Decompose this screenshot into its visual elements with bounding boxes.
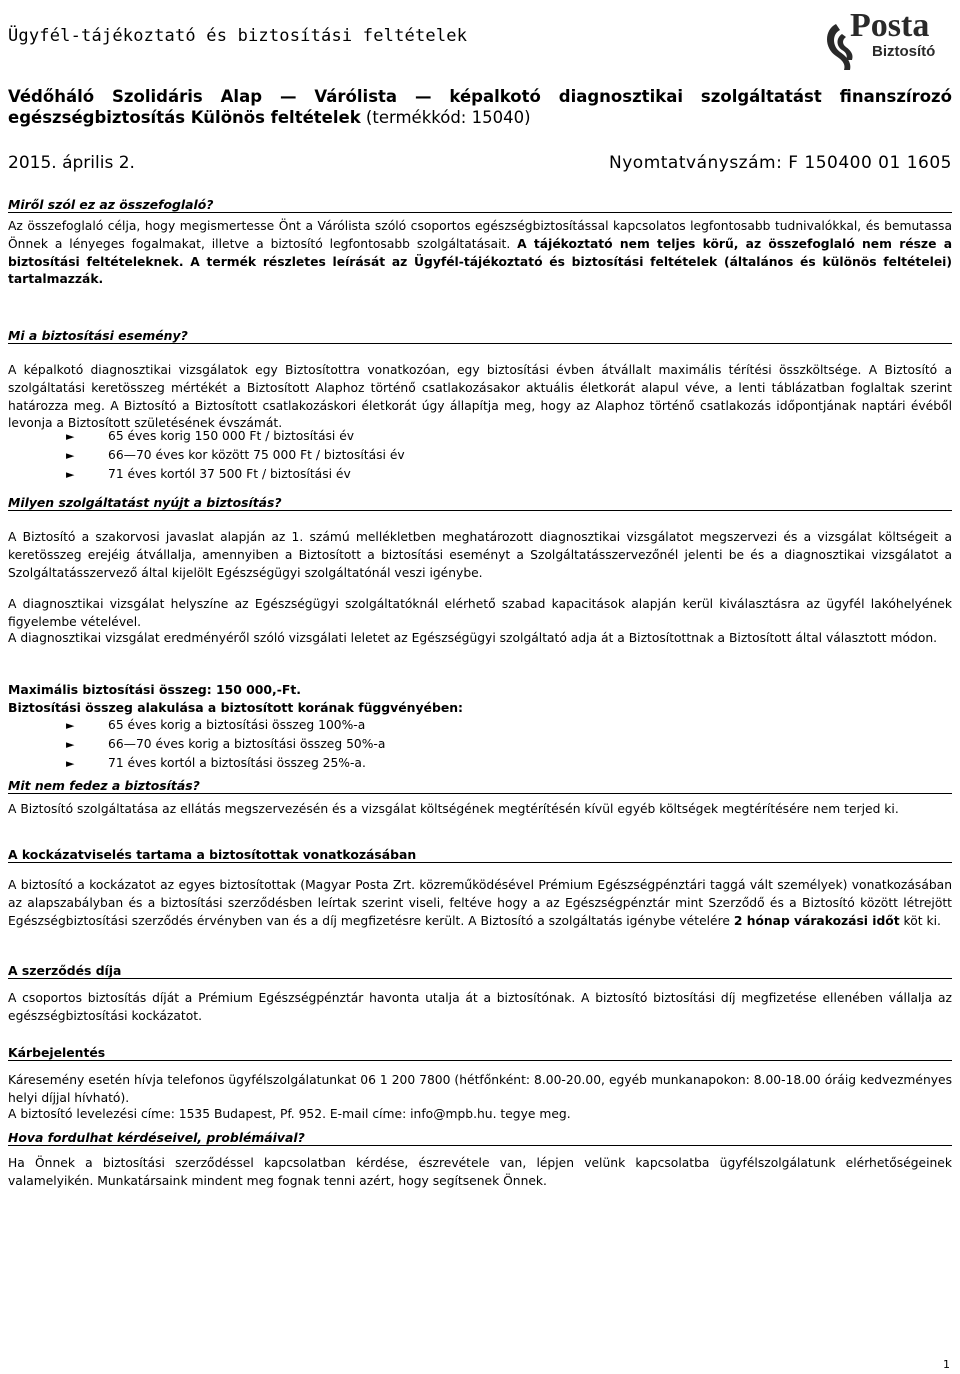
heading-claims: Kárbejelentés: [8, 1045, 952, 1061]
summary-paragraph: [8, 218, 952, 289]
heading-premium: A szerződés díja: [8, 963, 952, 979]
sum-by-age-heading: Biztosítási összeg alakulása a biztosított korának függvényében:: [8, 700, 463, 715]
services-text-3: A diagnosztikai vizsgálat eredményéről szóló vizsgálati leletet az Egészségügyi szolgáltató adja át a Biztosítottnak a Biztosított által választott módon.: [8, 631, 938, 645]
form-number: Nyomtatványszám: F 150400 01 1605: [609, 153, 952, 173]
heading-services: Milyen szolgáltatást nyújt a biztosítás?: [8, 495, 952, 511]
insured-event-text: A képalkotó diagnosztikai vizsgálatok egy Biztosítottra vonatkozóan, egy biztosítási évben átvállalt maximális térítési összköltsége. A Biztosító a szolgáltatási keretösszeg mértékét a Biztosított Alaphoz történő csatlakozásakor aktuális életkorát alapul véve, a lenti táblázatban foglaltak szerint határozza meg. A Biztosító a Biztosított csatlakozáskori életkorát úgy állapítja meg, hogy az Alaphoz történő csatlakozás időpontjának naptári évéből levonja a Biztosított születésének évszámát.: [8, 363, 952, 431]
claims-text-2: A biztosító levelezési címe: 1535 Budapest, Pf. 952. E-mail címe: info@mpb.hu. tegye meg.: [8, 1107, 571, 1121]
summary-notice: A tájékoztató nem teljes körű, az összefoglaló nem része a biztosítási feltételeknek. A termék részletes leírását az Ügyfél-tájékoztató és biztosítási feltételek (általános és különös feltételei) tartalmazzák.: [8, 236, 952, 287]
product-name: Védőháló Szolidáris Alap — Várólista — képalkotó diagnosztikai szolgáltatást finanszírozó egészségbiztosítás Különös feltételek: [8, 87, 952, 127]
document-title: Ügyfél-tájékoztató és biztosítási feltételek: [8, 26, 468, 46]
product-subtitle: [8, 86, 952, 128]
list-item: ► 66—70 éves korig a biztosítási összeg 50%-a: [66, 735, 385, 754]
max-sum-insured: Maximális biztosítási összeg: 150 000,-Ft.: [8, 682, 301, 697]
bullet-icon: ►: [66, 449, 75, 462]
summary-text: Az összefoglaló célja, hogy megismertesse Önt a Várólista szóló csoportos egészségbiztosítással kapcsolatos legfontosabb tudnivalókkal, és bemutassa Önnek a lényeges fogalmakat, illetve a biztosító legfontosabb szolgáltatásait.: [8, 219, 952, 251]
list-item: ► 65 éves korig a biztosítási összeg 100%-a: [66, 716, 385, 735]
list-item: ► 65 éves korig 150 000 Ft / biztosítási év: [66, 427, 405, 446]
list-item: ► 66—70 éves kor között 75 000 Ft / biztosítási év: [66, 446, 405, 465]
heading-summary: Miről szól ez az összefoglaló?: [8, 197, 952, 213]
list-item: ► 71 éves kortól a biztosítási összeg 25%-a.: [66, 754, 385, 773]
bullet-icon: ►: [66, 757, 75, 770]
bullet-icon: ►: [66, 430, 75, 443]
posthorn-logo-icon: [822, 4, 954, 70]
heading-exclusions: Mit nem fedez a biztosítás?: [8, 778, 952, 794]
heading-insured-event: Mi a biztosítási esemény?: [8, 328, 952, 344]
product-code: (termékkód: 15040): [360, 108, 531, 127]
premium-text: A csoportos biztosítás díját a Prémium Egészségpénztár havonta utalja át a biztosítónak. A biztosító biztosítási díj megfizetése ellenében vállalja az egészségbiztosítási kockázatot.: [8, 991, 952, 1023]
page-number: 1: [943, 1358, 950, 1371]
logo-bottom-text: Biztosító: [872, 43, 936, 60]
risk-period-text: A biztosító a kockázatot az egyes biztosítottak (Magyar Posta Zrt. közreműködésével Prémium Egészségpénztári taggá vált személyek) vonatkozásában az alapszabályban és a biztosítási szerződésben leírtak szerint viseli, feltéve hogy a az Egészségpénztár mint Szerződő és a Biztosító között létrejött Egészségbiztosítási szerződés érvényben van és a díj megfizetésre került. A Biztosító a szolgáltatás igénybe vételére 2 hónap várakozási időt köt ki.: [8, 878, 952, 928]
bullet-icon: ►: [66, 468, 75, 481]
claims-text-1: Káresemény esetén hívja telefonos ügyfélszolgálatunkat 06 1 200 7800 (hétfőnként: 8.00-20.00, egyéb munkanapokon: 8.00-18.00 óráig kedvezményes helyi díjjal hívható).: [8, 1073, 952, 1105]
bullet-icon: ►: [66, 719, 75, 732]
exclusions-text: A Biztosító szolgáltatása az ellátás megszervezésén és a vizsgálat költségének megtérítésén kívül egyéb költségek megtérítésére nem terjed ki.: [8, 802, 899, 816]
waiting-period: 2 hónap várakozási időt: [733, 913, 900, 928]
services-text-1: A Biztosító a szakorvosi javaslat alapján az 1. számú mellékletben meghatározott diagnosztikai vizsgálatot megszervezi és a vizsgálat költségeit a keretösszeg erejéig átvállalja, amennyiben a Biztosított a biztosítási eseményt a Szolgáltatásszervezőnél jelenti be és a diagnosztikai vizsgálatot a Szolgáltatásszervező által kijelölt Egészségügyi szolgáltatónál veszi igénybe.: [8, 530, 952, 580]
coverage-limit-list: [66, 427, 405, 484]
bullet-icon: ►: [66, 738, 75, 751]
sum-by-age-list: [66, 716, 385, 773]
heading-risk-period: A kockázatviselés tartama a biztosítottak vonatkozásában: [8, 847, 952, 863]
posta-biztosito-logo: [822, 4, 954, 70]
heading-contact: Hova fordulhat kérdéseivel, problémáival?: [8, 1130, 952, 1146]
document-date: 2015. április 2.: [8, 153, 135, 173]
list-item: ► 71 éves kortól 37 500 Ft / biztosítási év: [66, 465, 405, 484]
services-text-2: A diagnosztikai vizsgálat helyszíne az Egészségügyi szolgáltatóknál elérhető szabad kapacitások alapján kerül kiválasztásra az ügyfél lakóhelyének figyelembe vételével.: [8, 597, 952, 629]
logo-top-text: Posta: [850, 7, 930, 44]
contact-text: Ha Önnek a biztosítási szerződéssel kapcsolatban kérdése, észrevétele van, lépjen velünk kapcsolatba ügyfélszolgálatunk elérhetőségeinek valamelyikén. Munkatársaink mindent meg fognak tenni azért, hogy segítsenek Önnek.: [8, 1156, 952, 1188]
